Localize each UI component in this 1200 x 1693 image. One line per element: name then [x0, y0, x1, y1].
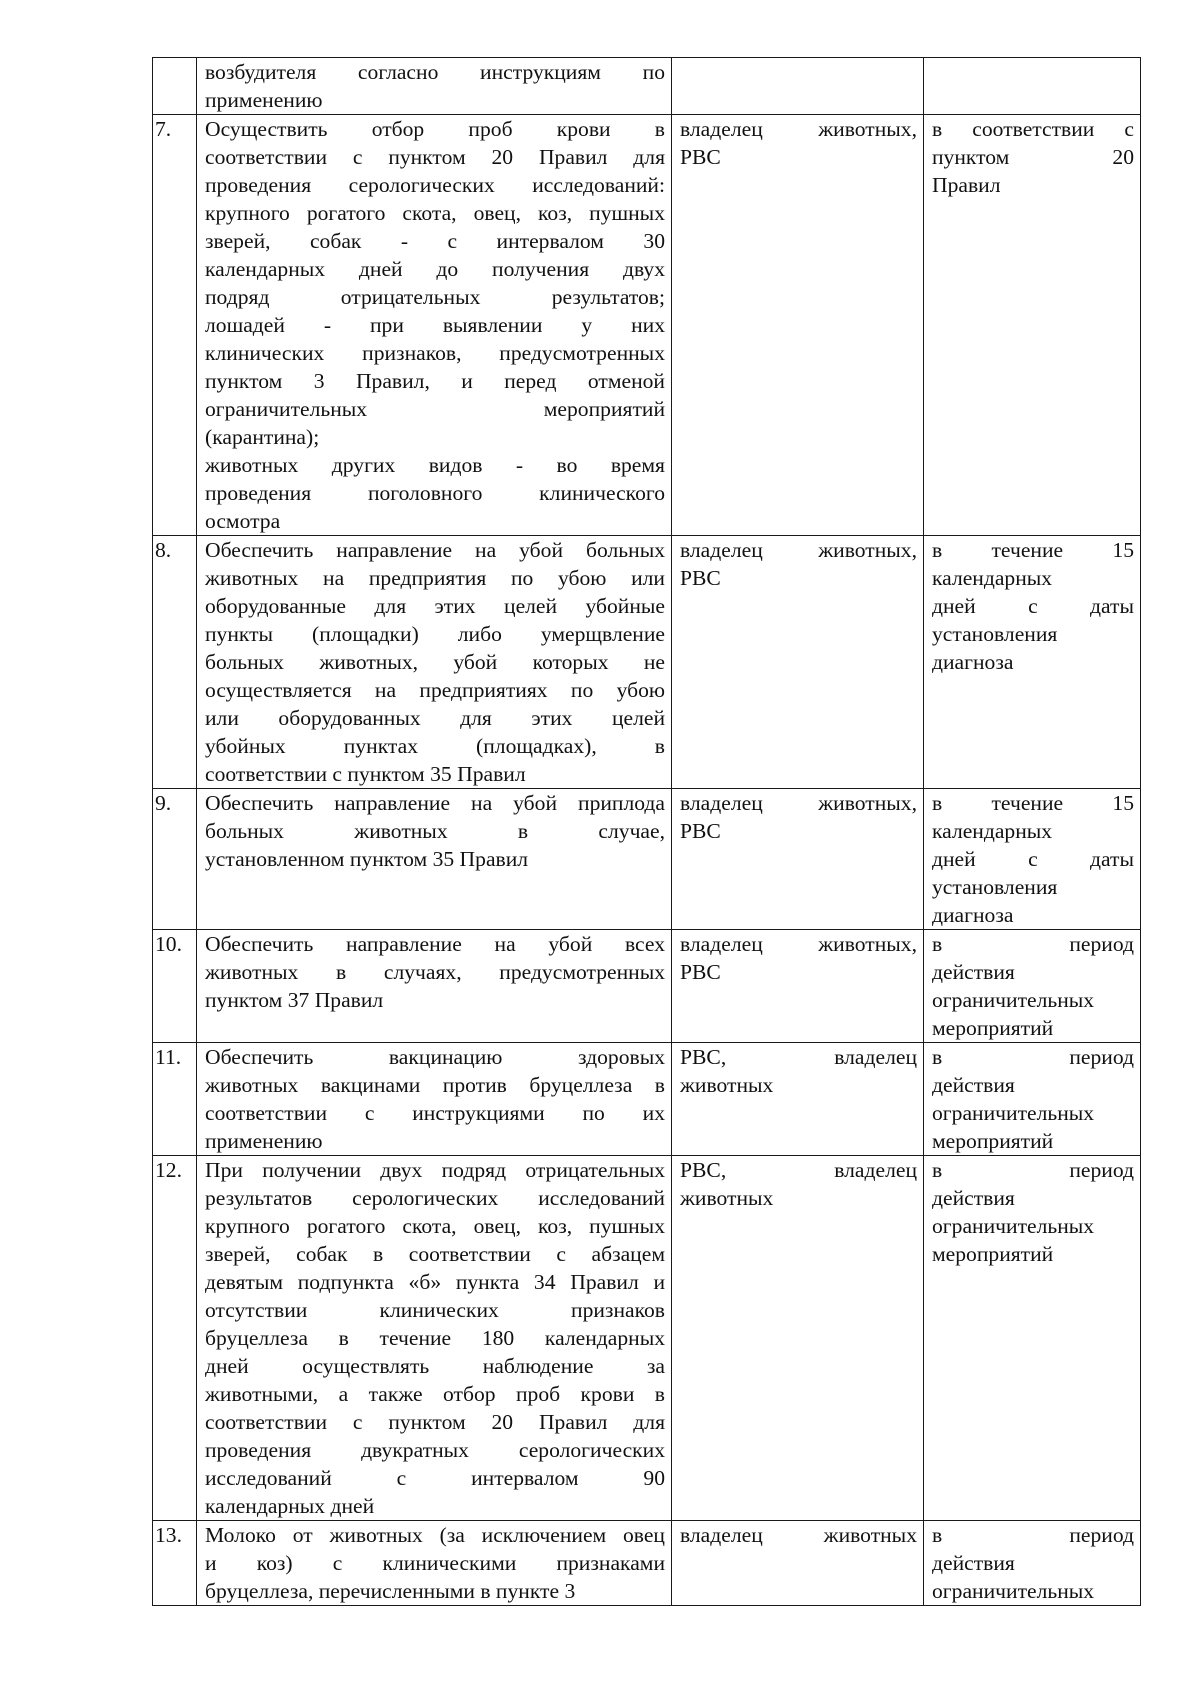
text-line: крупного рогатого скота, овец, коз, пушных — [205, 201, 665, 225]
text-line: диагноза — [932, 903, 1014, 927]
text-line: (карантина); — [205, 425, 320, 449]
text-line: возбудителя согласно инструкциям по — [205, 60, 665, 84]
measure-cell — [197, 1521, 672, 1606]
text-line: проведения поголовного клинического — [205, 481, 665, 505]
text-line: зверей, собак в соответствии с абзацем — [205, 1242, 665, 1266]
text-line: установления — [932, 875, 1058, 899]
row-number: 8. — [153, 536, 197, 789]
table-row — [153, 536, 1141, 789]
text-line: животных — [680, 1073, 774, 1097]
text-line: осуществляется на предприятиях по убою — [205, 678, 665, 702]
term-cell — [924, 789, 1141, 930]
text-line: применению — [205, 88, 323, 112]
table-body — [153, 58, 1141, 1606]
text-line: подряд отрицательных результатов; — [205, 285, 665, 309]
term-cell — [924, 1043, 1141, 1156]
term-cell — [924, 115, 1141, 536]
text-line: дней осуществлять наблюдение за — [205, 1354, 665, 1378]
text-line: в период — [932, 1158, 1134, 1182]
text-line: РВС, владелец — [680, 1158, 917, 1182]
text-line: в период — [932, 1045, 1134, 1069]
text-line: владелец животных — [680, 1523, 917, 1547]
text-line: зверей, собак - с интервалом 30 — [205, 229, 665, 253]
text-line: дней с даты — [932, 594, 1134, 618]
responsible-cell — [672, 1521, 924, 1606]
text-line: животных на предприятия по убою или — [205, 566, 665, 590]
row-number: 7. — [153, 115, 197, 536]
text-line: отсутствии клинических признаков — [205, 1298, 665, 1322]
text-line: календарных — [932, 566, 1053, 590]
text-line: установленном пунктом 35 Правил — [205, 847, 529, 871]
text-line: пунктом 20 — [932, 145, 1134, 169]
text-line: соответствии с пунктом 20 Правил для — [205, 145, 665, 169]
text-line: соответствии с пунктом 20 Правил для — [205, 1410, 665, 1434]
table-row — [153, 1043, 1141, 1156]
responsible-cell — [672, 536, 924, 789]
responsible-cell — [672, 930, 924, 1043]
text-line: владелец животных, — [680, 932, 917, 956]
text-line: РВС, владелец — [680, 1045, 917, 1069]
table-row — [153, 1521, 1141, 1606]
text-line: действия — [932, 1551, 1015, 1575]
text-line: владелец животных, — [680, 538, 917, 562]
text-line: в период — [932, 932, 1134, 956]
row-number — [153, 58, 197, 115]
term-cell — [924, 58, 1141, 115]
text-line: в соответствии с — [932, 117, 1134, 141]
text-line: мероприятий — [932, 1242, 1054, 1266]
measures-table — [152, 57, 1141, 1606]
text-line: результатов серологических исследований — [205, 1186, 665, 1210]
text-line: РВС — [680, 145, 721, 169]
text-line: соответствии с инструкциями по их — [205, 1101, 665, 1125]
text-line: диагноза — [932, 650, 1014, 674]
text-line: применению — [205, 1129, 323, 1153]
text-line: ограничительных — [932, 1214, 1095, 1238]
text-line: При получении двух подряд отрицательных — [205, 1158, 665, 1182]
term-cell — [924, 536, 1141, 789]
text-line: ограничительных — [932, 1579, 1095, 1603]
text-line: в период — [932, 1523, 1134, 1547]
text-line: календарных — [932, 819, 1053, 843]
measure-cell — [197, 789, 672, 930]
responsible-cell — [672, 58, 924, 115]
table-row — [153, 930, 1141, 1043]
text-line: девятым подпункта «б» пункта 34 Правил и — [205, 1270, 665, 1294]
text-line: РВС — [680, 819, 721, 843]
responsible-cell — [672, 1156, 924, 1521]
text-line: проведения серологических исследований: — [205, 173, 665, 197]
text-line: больных животных в случае, — [205, 819, 665, 843]
text-line: установления — [932, 622, 1058, 646]
text-line: Правил — [932, 173, 1001, 197]
text-line: ограничительных — [932, 1101, 1095, 1125]
text-line: владелец животных, — [680, 117, 917, 141]
text-line: лошадей - при выявлении у них — [205, 313, 665, 337]
text-line: пунктом 3 Правил, и перед отменой — [205, 369, 665, 393]
text-line: в течение 15 — [932, 538, 1134, 562]
text-line: клинических признаков, предусмотренных — [205, 341, 665, 365]
text-line: соответствии с пунктом 35 Правил — [205, 762, 526, 786]
text-line: животных других видов - во время — [205, 453, 665, 477]
measure-cell — [197, 930, 672, 1043]
table-row — [153, 789, 1141, 930]
row-number: 10. — [153, 930, 197, 1043]
text-line: животных — [680, 1186, 774, 1210]
text-line: дней с даты — [932, 847, 1134, 871]
text-line: пункты (площадки) либо умерщвление — [205, 622, 665, 646]
responsible-cell — [672, 1043, 924, 1156]
responsible-cell — [672, 115, 924, 536]
term-cell — [924, 1156, 1141, 1521]
text-line: Обеспечить направление на убой больных — [205, 538, 665, 562]
text-line: действия — [932, 1186, 1015, 1210]
text-line: животных вакцинами против бруцеллеза в — [205, 1073, 665, 1097]
table-row — [153, 58, 1141, 115]
text-line: действия — [932, 960, 1015, 984]
text-line: Молоко от животных (за исключением овец — [205, 1523, 665, 1547]
responsible-cell — [672, 789, 924, 930]
text-line: оборудованные для этих целей убойные — [205, 594, 665, 618]
text-line: крупного рогатого скота, овец, коз, пушных — [205, 1214, 665, 1238]
text-line: мероприятий — [932, 1016, 1054, 1040]
row-number: 12. — [153, 1156, 197, 1521]
text-line: пунктом 37 Правил — [205, 988, 384, 1012]
text-line: больных животных, убой которых не — [205, 650, 665, 674]
text-line: Обеспечить вакцинацию здоровых — [205, 1045, 665, 1069]
row-number: 9. — [153, 789, 197, 930]
table-row — [153, 115, 1141, 536]
text-line: Обеспечить направление на убой приплода — [205, 791, 665, 815]
text-line: Осуществить отбор проб крови в — [205, 117, 665, 141]
measure-cell — [197, 536, 672, 789]
text-line: РВС — [680, 566, 721, 590]
text-line: животных в случаях, предусмотренных — [205, 960, 665, 984]
text-line: животными, а также отбор проб крови в — [205, 1382, 665, 1406]
text-line: или оборудованных для этих целей — [205, 706, 665, 730]
measure-cell — [197, 1043, 672, 1156]
text-line: проведения двукратных серологических — [205, 1438, 665, 1462]
text-line: осмотра — [205, 509, 281, 533]
term-cell — [924, 930, 1141, 1043]
text-line: исследований с интервалом 90 — [205, 1466, 665, 1490]
text-line: в течение 15 — [932, 791, 1134, 815]
text-line: РВС — [680, 960, 721, 984]
text-line: Обеспечить направление на убой всех — [205, 932, 665, 956]
text-line: и коз) с клиническими признаками — [205, 1551, 665, 1575]
text-line: бруцеллеза, перечисленными в пункте 3 — [205, 1579, 576, 1603]
text-line: бруцеллеза в течение 180 календарных — [205, 1326, 665, 1350]
measure-cell — [197, 58, 672, 115]
text-line: календарных дней — [205, 1494, 375, 1518]
text-line: ограничительных мероприятий — [205, 397, 665, 421]
row-number: 11. — [153, 1043, 197, 1156]
measure-cell — [197, 115, 672, 536]
text-line: календарных дней до получения двух — [205, 257, 665, 281]
table-row — [153, 1156, 1141, 1521]
text-line: действия — [932, 1073, 1015, 1097]
text-line: ограничительных — [932, 988, 1095, 1012]
text-line: убойных пунктах (площадках), в — [205, 734, 665, 758]
term-cell — [924, 1521, 1141, 1606]
measure-cell — [197, 1156, 672, 1521]
row-number: 13. — [153, 1521, 197, 1606]
text-line: мероприятий — [932, 1129, 1054, 1153]
text-line: владелец животных, — [680, 791, 917, 815]
